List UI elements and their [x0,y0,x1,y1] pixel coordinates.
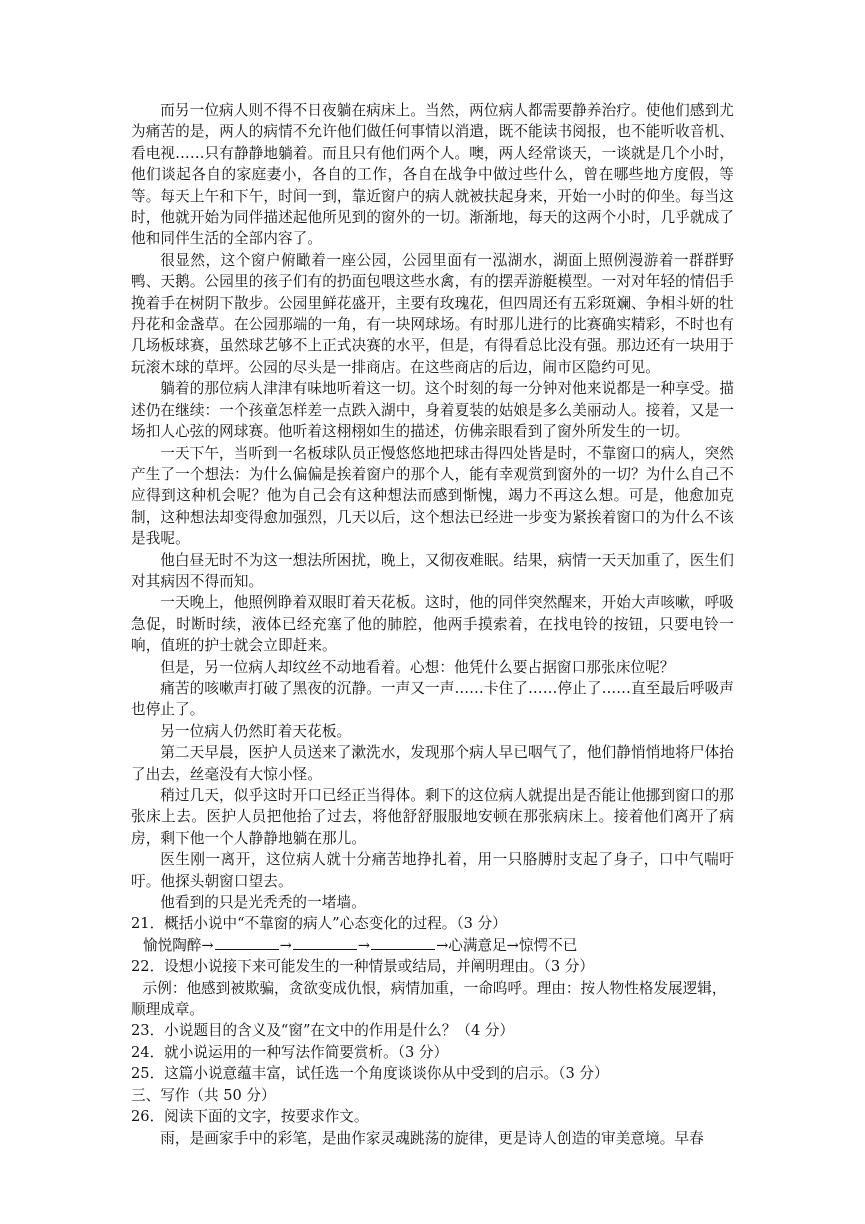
paragraph-11: 稍过几天，似乎这时开口已经正当得体。剩下的这位病人就提出是否能让他挪到窗口的那张床上去。医护人员把他抬了过去，将他舒舒服服地安顿在那张病床上。接着他们离开了病房，剩下他一个人静静地躺在那儿。 [131,787,734,847]
question-21-answer-line [131,935,734,956]
paragraph-9: 另一位病人仍然盯着天花板。 [160,722,352,740]
answer-start: 愉悦陶醉→ [143,936,214,954]
answer-blank-2[interactable] [293,935,357,950]
paragraph-2: 很显然，这个窗户俯瞰着一座公园，公园里面有一泓湖水，湖面上照例漫游着一群群野鸭、天鹅。公园里的孩子们有的扔面包喂这些水禽，有的摆弄游艇模型。一对对年轻的情侣手挽着手在树阴下散步。公园里鲜花盛开，主要有玫瑰花，但四周还有五彩斑斓、争相斗妍的牡丹花和金盏草。在公园那端的一角，有一块网球场。有时那儿进行的比赛确实精彩，不时也有几场板球赛，虽然球艺够不上正式决赛的水平，但是，有得看总比没有强。那边还有一块用于玩滚木球的草坪。公园的尽头是一排商店。在这些商店的后边，闹市区隐约可见。 [131,251,734,376]
question-21: 21．概括小说中“不靠窗的病人”心态变化的过程。（3 分） [131,915,507,933]
arrow-1: → [279,936,292,954]
paragraph-1: 而另一位病人则不得不日夜躺在病床上。当然，两位病人都需要静养治疗。使他们感到尤为痛苦的是，两人的病情不允许他们做任何事情以消遣，既不能读书阅报，也不能听收音机、看电视……只有静静地躺着。而且只有他们两个人。噢，两人经常谈天，一谈就是几个小时，他们谈起各自的家庭妻小，各自的工作，各自在战争中做过些什么，曾在哪些地方度假，等等。每天上午和下午，时间一到，靠近窗户的病人就被扶起身来，开始一小时的仰坐。每当这时，他就开始为同伴描述起他所见到的窗外的一切。渐渐地，每天的这两个小时，几乎就成了他和同伴生活的全部内容了。 [131,102,734,248]
paragraph-8: 痛苦的咳嗽声打破了黑夜的沉静。一声又一声……卡住了……停止了……直至最后呼吸声也停止了。 [131,679,734,719]
answer-blank-3[interactable] [371,935,435,950]
example-answer: 示例：他感到被欺骗，贪欲变成仇恨，病情加重，一命呜呼。理由：按人物性格发展逻辑，顺理成章。 [131,979,727,1019]
paragraph-12: 医生刚一离开，这位病人就十分痛苦地挣扎着，用一只胳膊肘支起了身子，口中气喘吁吁。他探头朝窗口望去。 [131,851,734,890]
paragraph-6: 一天晚上，他照例睁着双眼盯着天花板。这时，他的同伴突然醒来，开始大声咳嗽，呼吸急促，时断时续，液体已经充塞了他的肺腔，他两手摸索着，在找电铃的按钮，只要电铃一响，值班的护士就会立即赶来。 [131,594,734,655]
question-25: 25．这篇小说意蕴丰富，试任选一个角度谈谈你从中受到的启示。（3 分） [131,1065,609,1083]
answer-end: →心满意足→惊愕不已 [436,936,578,954]
paragraph-4: 一天下午，当听到一名板球队员正慢悠悠地把球击得四处皆是时，不靠窗口的病人，突然产生了一个想法：为什么偏偏是挨着窗户的那个人，能有幸观赏到窗外的一切？为什么自己不应得到这种机会呢？他为自己会有这种想法而感到惭愧，竭力不再这么想。可是，他愈加克制，这种想法却变得愈加强烈，几天以后，这个想法已经进一步变为紧挨着窗口的为什么不该是我呢。 [131,444,734,548]
arrow-2: → [357,936,371,954]
paragraph-13: 他看到的只是光秃秃的一堵墙。 [160,894,366,912]
section-heading-writing: 三、写作（共 50 分） [131,1086,276,1104]
question-22: 22．设想小说接下来可能发生的一种情景或结局，并阐明理由。（3 分） [131,958,595,976]
paragraph-7: 但是，另一位病人却纹丝不动地看着。心想：他凭什么要占据窗口那张床位呢？ [160,658,675,676]
paragraph-5: 他白昼无时不为这一想法所困扰，晚上，又彻夜难眠。结果，病情一天天加重了，医生们对其病因不得而知。 [131,551,734,590]
question-24: 24．就小说运用的一种写法作简要赏析。（3 分） [131,1043,449,1061]
paragraph-3: 躺着的那位病人津津有味地听着这一切。这个时刻的每一分钟对他来说都是一种享受。描述仍在继续：一个孩童怎样差一点跌入湖中，身着夏装的姑娘是多么美丽动人。接着，又是一场扣人心弦的网球赛。他听着这栩栩如生的描述，仿佛亲眼看到了窗外所发生的一切。 [131,380,734,441]
final-paragraph: 雨，是画家手中的彩笔，是曲作家灵魂跳荡的旋律，更是诗人创造的审美意境。早春 [160,1129,704,1147]
paragraph-10: 第二天早晨，医护人员送来了漱洗水，发现那个病人早已咽气了，他们静悄悄地将尸体抬了出去，丝毫没有大惊小怪。 [131,744,734,783]
answer-blank-1[interactable] [215,935,279,950]
document-page [131,100,734,1149]
question-23: 23．小说题目的含义及“窗”在文中的作用是什么？（4 分） [131,1022,515,1040]
question-26: 26．阅读下面的文字，按要求作文。 [131,1108,369,1126]
